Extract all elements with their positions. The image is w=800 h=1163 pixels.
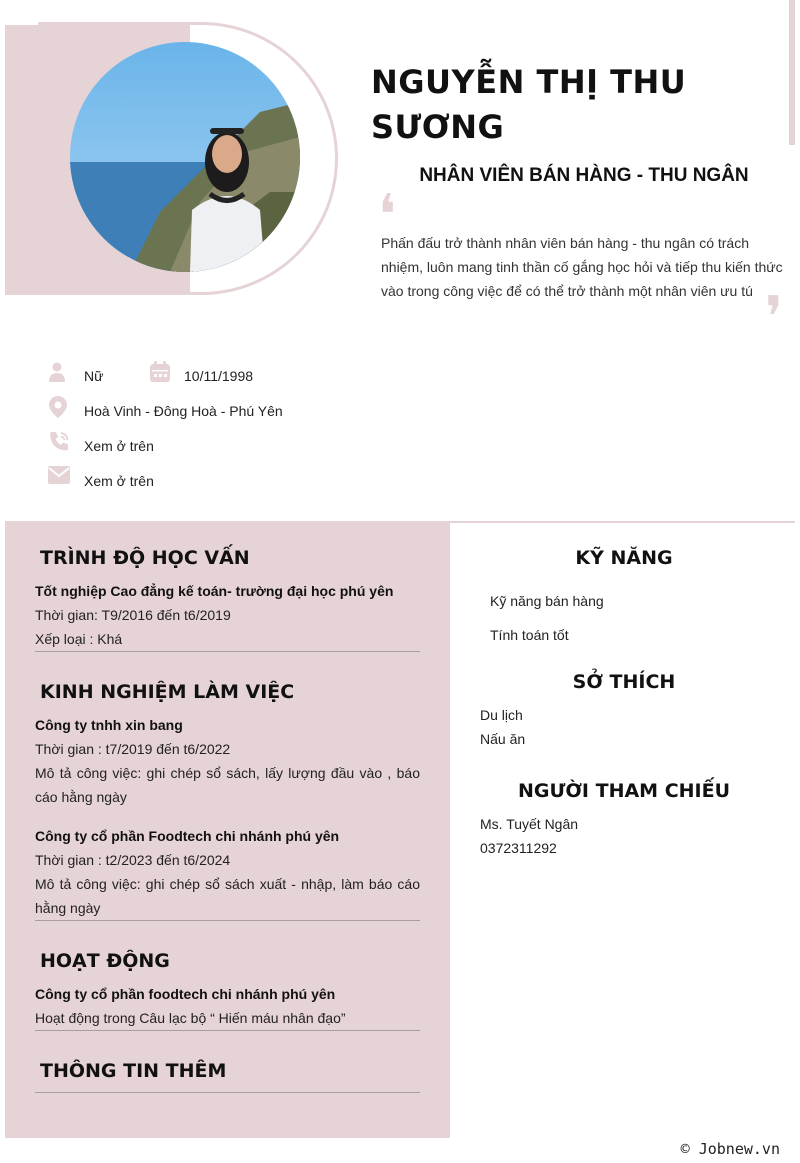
activity-description: Hoạt động trong Câu lạc bộ “ Hiến máu nhân đạo” [35,1010,346,1026]
phone-value: Xem ở trên [84,438,154,454]
separator [35,651,420,652]
address-value: Hoà Vinh - Đông Hoà - Phú Yên [84,403,283,419]
profile-photo [70,42,300,272]
job-title: NHÂN VIÊN BÁN HÀNG - THU NGÂN [419,165,749,186]
references-title: NGƯỜI THAM CHIẾU [517,780,731,802]
job-description: Mô tả công việc: ghi chép sổ sách, lấy lượng đầu vào , báo cáo hằng ngày [35,765,420,805]
reference-name: Ms. Tuyết Ngân [480,816,579,832]
separator [35,920,420,921]
education-entry-title: Tốt nghiệp Cao đẳng kế toán- trường đại học phú yên [35,583,394,599]
job-time: Thời gian : t7/2019 đến t6/2022 [35,741,231,757]
activity-organization: Công ty cổ phần foodtech chi nhánh phú yên [35,986,336,1002]
birthday-value: 10/11/1998 [184,368,254,384]
career-objective: Phấn đấu trở thành nhân viên bán hàng - thu ngân có trách nhiệm, luôn mang tinh thần cố gắng học hỏi và tiếp thu kiến thức vào trong công việc để có thể trở thành một nhân viên ưu tú [381,235,783,299]
open-quote-icon: ❛ [378,183,397,248]
skill-item: Tính toán tốt [490,627,569,643]
email-value: Xem ở trên [84,473,154,489]
person-icon [48,362,70,384]
candidate-name: NGUYỄN THỊ THU SƯƠNG [371,63,687,146]
location-pin-icon [49,396,71,418]
hobby-item: Nấu ăn [480,731,526,747]
skills-title: KỸ NĂNG [575,547,673,569]
right-accent-bar [789,0,795,145]
separator [35,1030,420,1031]
activities-title: HOẠT ĐỘNG [40,950,170,972]
gender-value: Nữ [84,368,104,384]
footer-brand: © Jobnew.vn [680,1140,780,1158]
job-time: Thời gian : t2/2023 đến t6/2024 [35,852,231,868]
education-grade: Xếp loại : Khá [35,631,123,647]
reference-phone: 0372311292 [480,840,557,856]
education-title: TRÌNH ĐỘ HỌC VẤN [40,547,250,569]
close-quote-icon: ❜ [765,285,784,350]
job-company: Công ty cổ phần Foodtech chi nhánh phú yên [35,828,340,844]
hobbies-title: SỞ THÍCH [572,671,676,693]
separator [35,1092,420,1093]
envelope-icon [48,466,70,488]
phone-icon [48,430,70,452]
extra-info-title: THÔNG TIN THÊM [40,1060,227,1082]
education-time: Thời gian: T9/2016 đến t6/2019 [35,607,231,623]
skill-item: Kỹ năng bán hàng [490,593,604,609]
calendar-icon [149,361,171,383]
job-description: Mô tả công việc: ghi chép sổ sách xuất - nhập, làm báo cáo hằng ngày [35,876,420,916]
hobby-item: Du lịch [480,707,523,723]
experience-title: KINH NGHIỆM LÀM VIỆC [40,681,295,703]
job-company: Công ty tnhh xin bang [35,717,183,733]
